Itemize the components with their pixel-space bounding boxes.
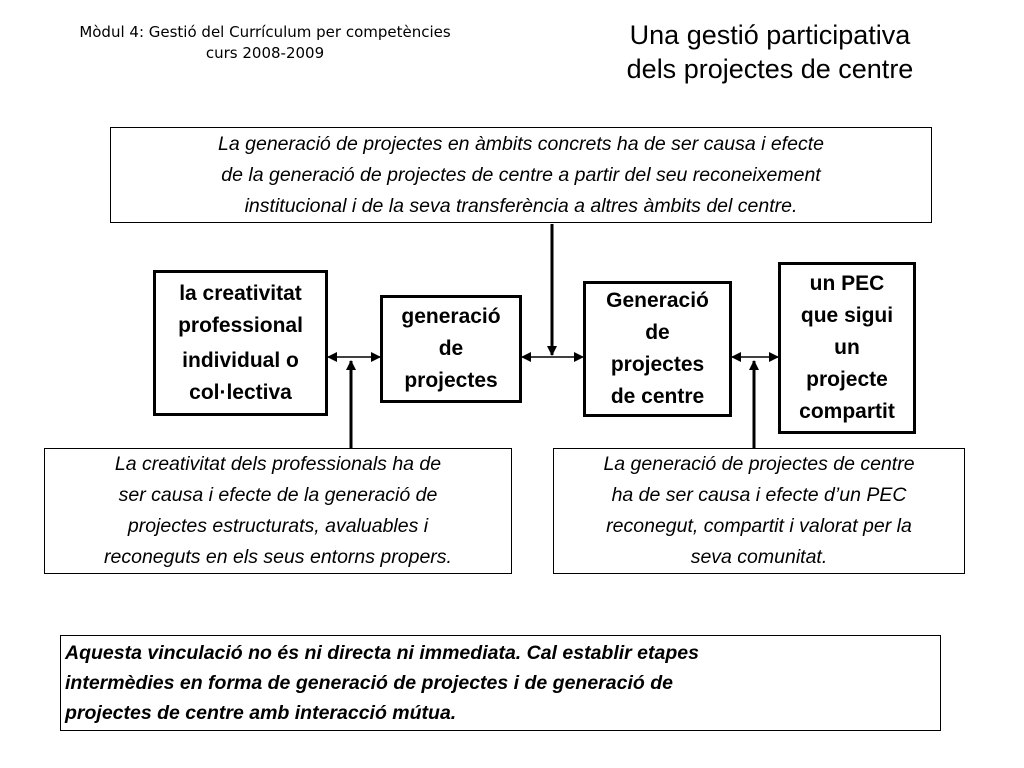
node-pec (778, 262, 916, 434)
bottom-note-line-1: Aquesta vinculació no és ni directa ni immediata. Cal establir etapes (65, 642, 699, 664)
left-box-line-1: La creativitat dels professionals ha de (114, 453, 442, 475)
node-pec-line-3: un (834, 336, 860, 359)
node-creativity-line-3: individual o (182, 348, 299, 372)
node-center-line-2: de (645, 321, 670, 344)
course-info (30, 22, 500, 64)
node-creativity-line-1: la creativitat (179, 281, 302, 305)
node-pec-line-5: compartit (799, 400, 895, 423)
right-box-line-3: reconegut, compartit i valorat per la (606, 515, 912, 537)
right-box-line-4: seva comunitat. (690, 546, 828, 568)
node-creativity-line-2: professional (178, 313, 303, 337)
node-generation-line-3: projectes (404, 369, 498, 392)
node-generation-line-1: generació (401, 305, 501, 328)
node-creativity-line-4: col·lectiva (189, 380, 292, 404)
node-project-generation (380, 295, 522, 403)
course-module-text: Mòdul 4: Gestió del Currículum per competències (79, 23, 451, 41)
bottom-note-line-2: intermèdies en forma de generació de projectes i de generació de (65, 672, 673, 694)
top-box-line-2: de la generació de projectes de centre a partir del seu reconeixement (221, 163, 821, 186)
node-pec-line-1: un PEC (809, 272, 885, 295)
left-box-line-3: projectes estructurats, avaluables i (127, 515, 429, 537)
right-description-box (553, 448, 965, 574)
node-pec-line-4: projecte (806, 368, 888, 391)
page-title (560, 18, 980, 86)
left-box-line-2: ser causa i efecte de la generació de (118, 484, 438, 506)
bottom-note-line-3: projectes de centre amb interacció mútua. (65, 702, 457, 724)
left-description-box (44, 448, 512, 574)
title-line-1: Una gestió participativa (629, 20, 911, 50)
left-box-line-4: reconeguts en els seus entorns propers. (104, 546, 452, 568)
node-creativity (153, 270, 328, 416)
top-box-line-1: La generació de projectes en àmbits concrets ha de ser causa i efecte (218, 132, 824, 155)
course-year-text: curs 2008-2009 (205, 44, 325, 62)
node-center-line-4: de centre (610, 385, 705, 408)
node-pec-line-2: que sigui (800, 304, 894, 327)
node-center-line-1: Generació (606, 289, 709, 312)
bottom-note-box (60, 635, 941, 731)
right-box-line-2: ha de ser causa i efecte d’un PEC (611, 484, 907, 506)
node-center-line-3: projectes (610, 353, 705, 376)
title-line-2: dels projectes de centre (626, 54, 914, 84)
right-box-line-1: La generació de projectes de centre (603, 453, 915, 475)
node-center-project-generation (583, 281, 732, 417)
top-description-box (110, 127, 932, 223)
top-box-line-3: institucional i de la seva transferència a altres àmbits del centre. (244, 194, 798, 217)
node-generation-line-2: de (438, 337, 464, 360)
